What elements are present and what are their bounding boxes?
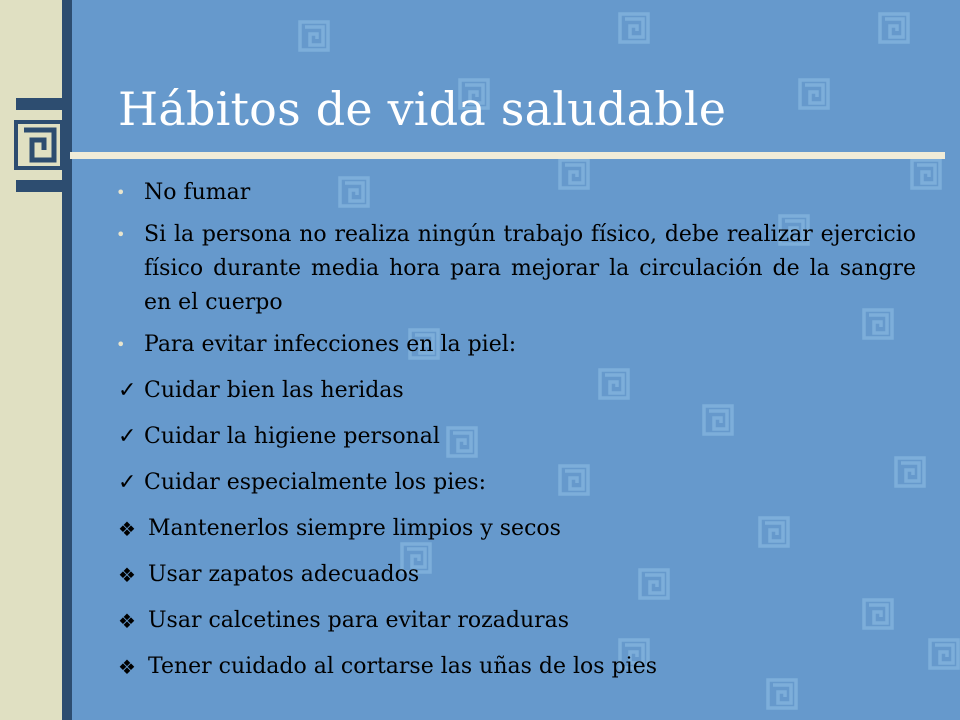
bullet-text: Si la persona no realiza ningún trabajo físico, debe realizar ejercicio físico durante media hora para mejorar la circulación de la sangre en el cuerpo	[144, 222, 916, 315]
checklist-item	[116, 374, 916, 408]
round-bullet-icon: •	[116, 335, 126, 354]
checklist-text: Cuidar la higiene personal	[144, 424, 440, 449]
foot-care-text: Usar calcetines para evitar rozaduras	[148, 608, 570, 633]
four-diamond-icon: ❖	[118, 563, 136, 587]
bullet-text: No fumar	[144, 180, 251, 205]
foot-care-text: Mantenerlos siempre limpios y secos	[148, 516, 561, 541]
foot-care-text: Usar zapatos adecuados	[148, 562, 420, 587]
checkmark-icon: ✓	[118, 378, 137, 403]
foot-care-item	[116, 558, 916, 592]
foot-care-text: Tener cuidado al cortarse las uñas de los pies	[148, 654, 657, 679]
four-diamond-icon: ❖	[118, 609, 136, 633]
checkmark-icon: ✓	[118, 424, 137, 449]
bullet-text: Para evitar infecciones en la piel:	[144, 332, 517, 357]
slide-title: Hábitos de vida saludable	[118, 82, 727, 136]
greek-key-icon	[14, 120, 64, 170]
round-bullet-icon: •	[116, 225, 126, 244]
bullet-item	[116, 328, 916, 362]
checklist-item	[116, 420, 916, 454]
title-underline	[70, 152, 945, 159]
bullet-item	[116, 176, 916, 210]
checklist-text: Cuidar especialmente los pies:	[144, 470, 486, 495]
round-bullet-icon: •	[116, 183, 126, 202]
slide-body	[116, 176, 916, 696]
four-diamond-icon: ❖	[118, 517, 136, 541]
checklist-item	[116, 466, 916, 500]
checklist-text: Cuidar bien las heridas	[144, 378, 404, 403]
left-decor-band-top	[16, 98, 62, 110]
bullet-item	[116, 218, 916, 320]
foot-care-item	[116, 604, 916, 638]
foot-care-item	[116, 650, 916, 684]
four-diamond-icon: ❖	[118, 655, 136, 679]
left-decor-band-bottom	[16, 180, 62, 192]
checkmark-icon: ✓	[118, 470, 137, 495]
foot-care-item	[116, 512, 916, 546]
left-decor-rule	[62, 0, 72, 720]
